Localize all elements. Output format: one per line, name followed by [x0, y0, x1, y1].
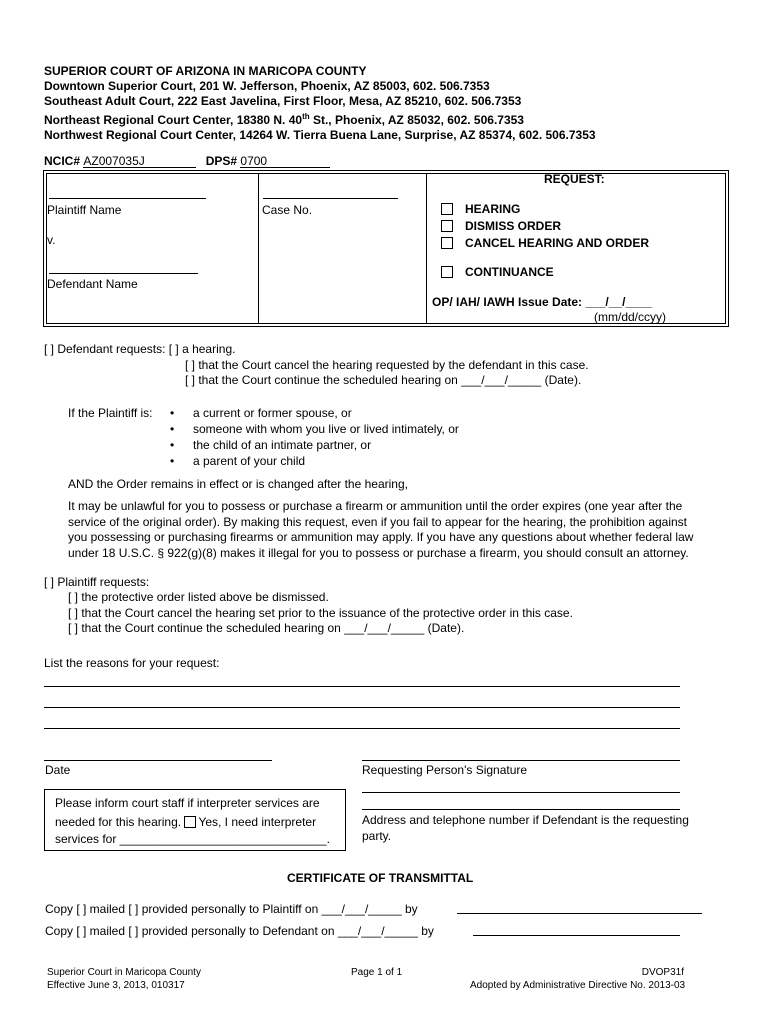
- reason-line[interactable]: [44, 728, 680, 729]
- reason-line[interactable]: [44, 686, 680, 687]
- interpreter-line3[interactable]: services for _______________________________.: [55, 832, 330, 846]
- signature-label: Requesting Person's Signature: [362, 763, 528, 777]
- defendant-cancel[interactable]: [ ] that the Court cancel the hearing requested by the defendant in this case.: [185, 358, 589, 372]
- copy-plaintiff[interactable]: Copy [ ] mailed [ ] provided personally to Plaintiff on ___/___/_____ by: [45, 902, 418, 916]
- bullet-item: • someone with whom you live or lived intimately, or: [193, 421, 459, 437]
- plaintiff-name-label: Plaintiff Name: [47, 203, 122, 217]
- if-plaintiff-label: If the Plaintiff is:: [68, 406, 153, 420]
- plaintiff-cancel[interactable]: [ ] that the Court cancel the hearing set prior to the issuance of the protective order in this case.: [68, 606, 573, 620]
- signature-line[interactable]: [362, 760, 680, 761]
- footer-right: DVOP31f Adopted by Administrative Directive No. 2013-03: [470, 967, 686, 991]
- court-title: SUPERIOR COURT OF ARIZONA IN MARICOPA COUNTY: [44, 64, 367, 78]
- checkbox[interactable]: [441, 220, 453, 232]
- reason-line[interactable]: [44, 707, 680, 708]
- divider: [426, 174, 427, 323]
- address-label: Address and telephone number if Defendant is the requesting: [362, 813, 689, 827]
- downtown-address: Downtown Superior Court, 201 W. Jefferson, Phoenix, AZ 85003, 602. 506.7353: [44, 79, 490, 93]
- request-dismiss[interactable]: DISMISS ORDER: [441, 219, 561, 233]
- defendant-name-label: Defendant Name: [47, 277, 138, 291]
- date-label: Date: [45, 763, 71, 777]
- northeast-address: Northeast Regional Court Center, 18380 N. 40th St., Phoenix, AZ 85032, 602. 506.7353: [44, 112, 524, 127]
- date-line[interactable]: [44, 760, 272, 761]
- footer-left: Superior Court in Maricopa County Effective June 3, 2013, 010317: [47, 967, 201, 991]
- bullet-item: • a parent of your child: [193, 453, 305, 469]
- address-label-cont: party.: [362, 829, 392, 843]
- issue-date[interactable]: OP/ IAH/ IAWH Issue Date: ___/__/____: [432, 295, 653, 309]
- by-line[interactable]: [457, 913, 702, 914]
- plaintiff-continue[interactable]: [ ] that the Court continue the scheduled hearing on ___/___/_____ (Date).: [68, 621, 465, 635]
- date-format: (mm/dd/ccyy): [594, 310, 666, 324]
- reasons-label: List the reasons for your request:: [44, 656, 220, 670]
- and-order-text: AND the Order remains in effect or is changed after the hearing,: [68, 477, 408, 491]
- checkbox[interactable]: [441, 203, 453, 215]
- checkbox[interactable]: [441, 266, 453, 278]
- plaintiff-request[interactable]: [ ] Plaintiff requests:: [44, 575, 150, 589]
- caption-box: [43, 170, 729, 327]
- case-no-label: Case No.: [262, 203, 313, 217]
- dps-label: DPS#: [205, 154, 238, 168]
- id-line: [44, 154, 330, 168]
- by-line[interactable]: [473, 935, 680, 936]
- northwest-address: Northwest Regional Court Center, 14264 W. Tierra Buena Lane, Surprise, AZ 85374, 602. 506.7353: [44, 128, 596, 142]
- divider: [258, 174, 259, 323]
- checkbox[interactable]: [441, 237, 453, 249]
- case-no-line[interactable]: [263, 198, 398, 199]
- interpreter-checkbox[interactable]: [184, 816, 196, 828]
- interpreter-line2: needed for this hearing. Yes, I need interpreter: [55, 815, 317, 829]
- plaintiff-name-line[interactable]: [49, 198, 206, 199]
- southeast-address: Southeast Adult Court, 222 East Javelina, First Floor, Mesa, AZ 85210, 602. 506.7353: [44, 94, 522, 108]
- request-continuance[interactable]: CONTINUANCE: [441, 265, 554, 279]
- bullet-item: • the child of an intimate partner, or: [193, 437, 371, 453]
- request-cancel[interactable]: CANCEL HEARING AND ORDER: [441, 236, 649, 250]
- interpreter-line1: Please inform court staff if interpreter services are: [55, 796, 320, 810]
- address-line[interactable]: [362, 809, 680, 810]
- interpreter-box: [44, 789, 346, 851]
- versus-label: v.: [47, 233, 56, 247]
- defendant-name-line[interactable]: [49, 273, 198, 274]
- request-hearing[interactable]: HEARING: [441, 202, 520, 216]
- copy-defendant[interactable]: Copy [ ] mailed [ ] provided personally to Defendant on ___/___/_____ by: [45, 924, 434, 938]
- ncic-label: NCIC#: [44, 154, 81, 168]
- ncic-value[interactable]: AZ007035J: [83, 155, 196, 168]
- plaintiff-dismiss[interactable]: [ ] the protective order listed above be dismissed.: [68, 590, 329, 604]
- court-header: [44, 64, 596, 143]
- defendant-request[interactable]: [ ] Defendant requests: [ ] a hearing.: [44, 342, 236, 356]
- bullet-item: • a current or former spouse, or: [193, 405, 352, 421]
- address-line[interactable]: [362, 792, 680, 793]
- defendant-continue[interactable]: [ ] that the Court continue the scheduled hearing on ___/___/_____ (Date).: [185, 373, 582, 387]
- page-number: Page 1 of 1: [351, 967, 403, 978]
- request-title: REQUEST:: [544, 172, 605, 186]
- certificate-title: CERTIFICATE OF TRANSMITTAL: [287, 871, 474, 885]
- dps-value[interactable]: 0700: [240, 155, 330, 168]
- firearm-warning: It may be unlawful for you to possess or purchase a firearm or ammunition until the order expires (one year after the service of the original order). By making this request, even if you fail to appear for the hearing, the prohibition against you possessing or purchasing firearms or ammunition may apply. If you have any questions about whether federal law under 18 U.S.C. § 922(g)(8) makes it illegal for you to possess or purchase a firearm, you should consult an attorney.: [68, 499, 694, 560]
